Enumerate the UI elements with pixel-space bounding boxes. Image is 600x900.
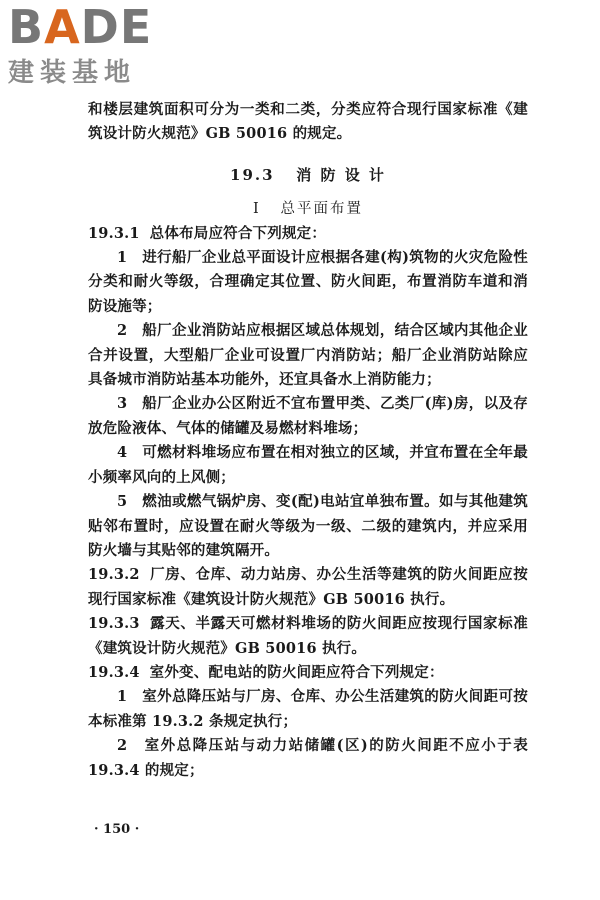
section-title: 消 防 设 计 xyxy=(296,165,386,184)
logo-brand-post: DE xyxy=(80,0,153,54)
document-body xyxy=(88,98,528,783)
clause-19-3-3 xyxy=(88,612,528,661)
clause-number: 19.3.2 xyxy=(88,566,140,584)
list-item: 4 可燃材料堆场应布置在相对独立的区域，并宜布置在全年最小频率风向的上风侧； xyxy=(88,444,528,486)
section-number: 19.3 xyxy=(230,165,275,184)
bade-logo xyxy=(8,2,178,88)
clause-number: 19.3.3 xyxy=(88,615,140,633)
subsection-title: 总平面布置 xyxy=(280,201,364,218)
list-item: 2 室外总降压站与动力站储罐(区)的防火间距不应小于表 19.3.4 的规定； xyxy=(88,737,528,779)
clause-text: 总体布局应符合下列规定： xyxy=(149,224,327,242)
clause-19-3-4 xyxy=(88,661,528,685)
clause-19-3-1 xyxy=(88,222,528,246)
intro-paragraph: 和楼层建筑面积可分为一类和二类，分类应符合现行国家标准《建筑设计防火规范》GB 50016 的规定。 xyxy=(88,101,528,143)
clause-text: 厂房、仓库、动力站房、办公生活等建筑的防火间距应按现行国家标准《建筑设计防火规范》GB 50016 执行。 xyxy=(88,566,528,608)
clause-text: 室外变、配电站的防火间距应符合下列规定： xyxy=(149,663,444,681)
clause-number: 19.3.4 xyxy=(88,663,140,681)
page-number: · 150 · xyxy=(94,822,140,837)
list-item: 1 室外总降压站与厂房、仓库、办公生活建筑的防火间距可按本标准第 19.3.2 条规定执行； xyxy=(88,688,528,730)
list-item: 1 进行船厂企业总平面设计应根据各建(构)筑物的火灾危险性分类和耐火等级，合理确定其位置、防火间距，布置消防车道和消防设施等； xyxy=(88,249,528,315)
clause-19-3-2 xyxy=(88,563,528,612)
clause-number: 19.3.1 xyxy=(88,224,140,242)
logo-brand xyxy=(8,2,178,52)
logo-subtitle: 建装基地 xyxy=(8,58,137,88)
list-item: 3 船厂企业办公区附近不宜布置甲类、乙类厂(库)房，以及存放危险液体、气体的储罐及易燃材料堆场； xyxy=(88,395,528,437)
subsection-number: Ⅰ xyxy=(252,201,261,218)
logo-brand-pre: B xyxy=(8,0,45,54)
logo-brand-accent: A xyxy=(44,0,81,54)
list-item: 2 船厂企业消防站应根据区域总体规划，结合区域内其他企业合并设置，大型船厂企业可设置厂内消防站；船厂企业消防站除应具备城市消防站基本功能外，还宜具备水上消防能力； xyxy=(88,322,528,389)
section-heading xyxy=(88,163,528,187)
clause-text: 露天、半露天可燃材料堆场的防火间距应按现行国家标准《建筑设计防火规范》GB 50016 执行。 xyxy=(88,615,528,657)
list-item: 5 燃油或燃气锅炉房、变(配)电站宜单独布置。如与其他建筑贴邻布置时，应设置在耐火等级为一级、二级的建筑内，并应采用防火墙与其贴邻的建筑隔开。 xyxy=(88,493,528,559)
subsection-heading xyxy=(88,197,528,221)
